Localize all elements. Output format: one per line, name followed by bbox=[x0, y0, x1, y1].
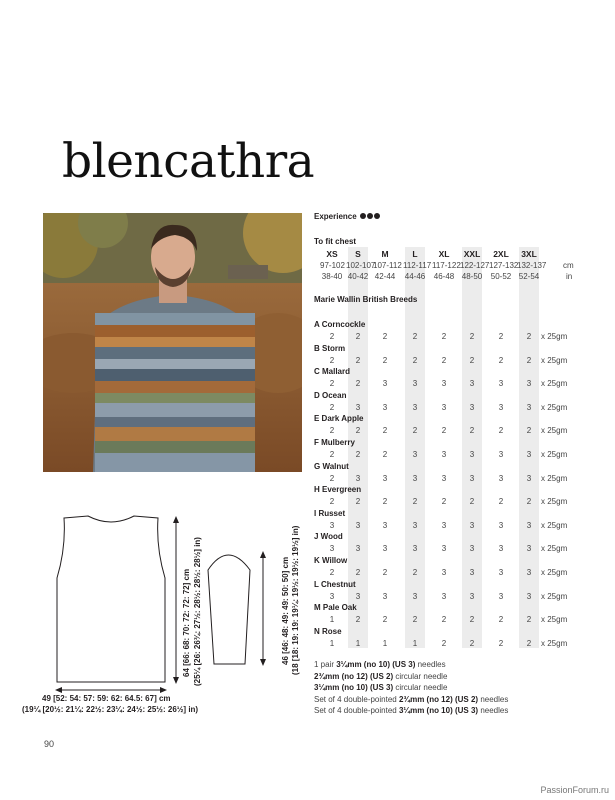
ball-unit: x 25gm bbox=[541, 544, 568, 554]
yarn-qty-cell: 3 bbox=[498, 402, 504, 412]
yarn-name: K Willow bbox=[314, 556, 348, 565]
yarn-qty-cell: 2 bbox=[355, 497, 361, 507]
yarn-qty-cell: 3 bbox=[526, 473, 532, 483]
yarn-qty-cell: 3 bbox=[526, 591, 532, 601]
yarn-name: M Pale Oak bbox=[314, 603, 357, 613]
yarn-qty-cell: 2 bbox=[469, 615, 475, 625]
yarn-qty-cell: 2 bbox=[441, 426, 447, 436]
yarn-qty-cell: 3 bbox=[382, 591, 388, 601]
yarn-qty-cell: 2 bbox=[469, 426, 475, 436]
ball-unit: x 25gm bbox=[541, 520, 568, 530]
yarn-name: G Walnut bbox=[314, 461, 349, 471]
yarn-qty-cell: 3 bbox=[355, 520, 361, 530]
yarn-qty-cell: 3 bbox=[526, 402, 532, 412]
yarn-qty-cell: 2 bbox=[469, 497, 475, 507]
yarn-qty-cell: 2 bbox=[412, 426, 418, 436]
yarn-qty-cell: 2 bbox=[329, 473, 335, 483]
yarn-qty-cell: 2 bbox=[498, 426, 504, 436]
needle-item: Set of 4 double-pointed 3¼mm (no 10) (US 3) needles bbox=[314, 706, 509, 715]
yarn-name: C Mallard bbox=[314, 367, 351, 377]
ball-unit: x 25gm bbox=[541, 473, 568, 483]
yarn-qty-cell: 2 bbox=[469, 332, 475, 341]
needle-item: 3¼mm (no 10) (US 3) circular needle bbox=[314, 683, 448, 692]
yarn-qty-cell: 2 bbox=[441, 497, 447, 507]
page-number: 90 bbox=[44, 739, 55, 749]
yarn-qty-cell: 2 bbox=[355, 450, 361, 459]
yarn-qty-cell: 3 bbox=[526, 568, 532, 577]
yarn-qty-cell: 3 bbox=[412, 402, 418, 412]
size-header: M bbox=[381, 249, 389, 259]
yarn-qty-cell: 3 bbox=[441, 591, 447, 601]
yarn-qty-cell: 2 bbox=[329, 450, 335, 459]
sleeve-length-cm: 46 [46: 48: 49: 49: 50: 50] cm bbox=[281, 556, 290, 665]
yarn-qty-cell: 3 bbox=[441, 402, 447, 412]
yarn-qty-cell: 3 bbox=[355, 473, 361, 483]
yarn-qty-cell: 3 bbox=[469, 473, 475, 483]
sleeve-length-in: (18 [18: 19: 19: 19¼: 19½: 19½: 19½] in) bbox=[291, 525, 300, 675]
width-in: (19¼ [20½: 21¼: 22½: 23¼: 24½: 25½: 26½] in) bbox=[22, 705, 199, 714]
yarn-qty-cell: 3 bbox=[526, 544, 532, 554]
yarn-qty-cell: 3 bbox=[441, 473, 447, 483]
yarn-name: D Ocean bbox=[314, 390, 347, 400]
yarn-name: J Wood bbox=[314, 532, 343, 542]
chest-in-cell: 38-40 bbox=[321, 272, 343, 281]
yarn-qty-cell: 2 bbox=[469, 355, 475, 365]
yarn-name: B Storm bbox=[314, 343, 346, 353]
yarn-qty-cell: 2 bbox=[526, 615, 532, 625]
chest-cm-cell: 127-132 bbox=[489, 261, 519, 270]
yarn-qty-cell: 3 bbox=[469, 520, 475, 530]
yarn-qty-cell: 3 bbox=[469, 568, 475, 577]
chest-in-cell: 48-50 bbox=[461, 272, 483, 281]
yarn-qty-cell: 3 bbox=[498, 591, 504, 601]
chest-cm-cell: 117-122 bbox=[432, 261, 461, 270]
yarn-qty-cell: 3 bbox=[469, 544, 475, 554]
yarn-name: A Corncockle bbox=[314, 320, 366, 329]
yarn-qty-cell: 3 bbox=[412, 520, 418, 530]
ball-unit: x 25gm bbox=[541, 638, 568, 648]
needle-item: 2¾mm (no 12) (US 2) circular needle bbox=[314, 671, 448, 681]
chest-cm-cell: 122-127 bbox=[460, 261, 490, 270]
yarn-qty-cell: 3 bbox=[469, 379, 475, 389]
yarn-qty-cell: 2 bbox=[469, 638, 475, 648]
yarn-qty-cell: 2 bbox=[412, 332, 418, 341]
yarn-qty-cell: 3 bbox=[382, 379, 388, 389]
experience-label: Experience bbox=[314, 212, 357, 221]
yarn-qty-cell: 2 bbox=[382, 497, 388, 507]
yarn-name: H Evergreen bbox=[314, 485, 362, 495]
yarn-qty-cell: 2 bbox=[355, 355, 361, 365]
sleeve-outline bbox=[208, 555, 250, 664]
chest-in-cell: 44-46 bbox=[404, 272, 426, 281]
yarn-name: N Rose bbox=[314, 626, 342, 636]
yarn-name: F Mulberry bbox=[314, 438, 355, 447]
yarn-label: Marie Wallin British Breeds bbox=[314, 295, 418, 304]
ball-unit: x 25gm bbox=[541, 355, 568, 365]
yarn-qty-cell: 3 bbox=[382, 402, 388, 412]
yarn-qty-cell: 2 bbox=[382, 568, 388, 577]
yarn-qty-cell: 2 bbox=[498, 355, 504, 365]
yarn-qty-cell: 3 bbox=[469, 402, 475, 412]
yarn-qty-cell: 3 bbox=[469, 591, 475, 601]
yarn-qty-cell: 3 bbox=[526, 379, 532, 389]
ball-unit: x 25gm bbox=[541, 615, 568, 625]
size-header: XL bbox=[438, 249, 450, 259]
yarn-qty-cell: 2 bbox=[355, 568, 361, 577]
yarn-qty-cell: 2 bbox=[329, 497, 335, 507]
unit-cm: cm bbox=[563, 261, 574, 270]
yarn-qty-cell: 3 bbox=[498, 450, 504, 459]
size-header: XS bbox=[326, 249, 338, 259]
page-title: blencathra bbox=[62, 134, 315, 189]
yarn-qty-cell: 2 bbox=[355, 379, 361, 389]
yarn-qty-cell: 3 bbox=[498, 379, 504, 389]
chest-cm-cell: 97-102 bbox=[320, 261, 345, 270]
yarn-qty-cell: 2 bbox=[412, 615, 418, 625]
yarn-qty-cell: 3 bbox=[412, 473, 418, 483]
yarn-qty-cell: 3 bbox=[498, 544, 504, 554]
chest-in-cell: 40-42 bbox=[347, 272, 369, 281]
to-fit-chest-label: To fit chest bbox=[314, 237, 357, 246]
size-header: 2XL bbox=[493, 249, 509, 259]
yarn-qty-cell: 1 bbox=[412, 638, 418, 648]
chest-cm-cell: 132-137 bbox=[517, 261, 547, 270]
yarn-qty-cell: 1 bbox=[329, 615, 335, 625]
yarn-qty-cell: 2 bbox=[441, 355, 447, 365]
yarn-qty-cell: 2 bbox=[412, 568, 418, 577]
yarn-qty-cell: 2 bbox=[329, 568, 335, 577]
yarn-qty-cell: 2 bbox=[526, 355, 532, 365]
yarn-qty-cell: 3 bbox=[382, 473, 388, 483]
yarn-qty-cell: 2 bbox=[355, 332, 361, 341]
yarn-qty-cell: 3 bbox=[441, 379, 447, 389]
chest-cm-cell: 112-117 bbox=[403, 261, 432, 270]
chest-cm-cell: 102-107 bbox=[346, 261, 376, 270]
body-outline bbox=[57, 516, 165, 682]
yarn-qty-cell: 2 bbox=[382, 450, 388, 459]
yarn-qty-cell: 3 bbox=[498, 520, 504, 530]
yarn-qty-cell: 3 bbox=[329, 591, 335, 601]
ball-unit: x 25gm bbox=[541, 497, 568, 507]
yarn-name: I Russet bbox=[314, 508, 346, 518]
yarn-qty-cell: 2 bbox=[498, 332, 504, 341]
chest-in-cell: 46-48 bbox=[433, 272, 455, 281]
yarn-name: L Chestnut bbox=[314, 579, 356, 589]
yarn-qty-cell: 2 bbox=[526, 497, 532, 507]
size-header: S bbox=[355, 249, 361, 259]
yarn-qty-cell: 2 bbox=[441, 615, 447, 625]
body-length-cm: 64 [66: 68: 70: 72: 72: 72] cm bbox=[182, 568, 191, 677]
yarn-qty-cell: 3 bbox=[498, 568, 504, 577]
yarn-qty-cell: 3 bbox=[329, 544, 335, 554]
yarn-qty-cell: 3 bbox=[526, 520, 532, 530]
yarn-qty-cell: 2 bbox=[441, 332, 447, 341]
yarn-qty-cell: 2 bbox=[441, 638, 447, 648]
yarn-qty-cell: 2 bbox=[382, 355, 388, 365]
ball-unit: x 25gm bbox=[541, 402, 568, 412]
body-length-in: (25¼ [26: 26¾: 27½: 28½: 28½: 28½] in) bbox=[193, 537, 202, 686]
yarn-qty-cell: 2 bbox=[412, 355, 418, 365]
yarn-qty-cell: 2 bbox=[382, 615, 388, 625]
yarn-qty-cell: 3 bbox=[382, 520, 388, 530]
yarn-qty-cell: 2 bbox=[382, 332, 388, 341]
ball-unit: x 25gm bbox=[541, 379, 568, 389]
yarn-qty-cell: 3 bbox=[412, 544, 418, 554]
chest-cm-cell: 107-112 bbox=[373, 261, 402, 270]
yarn-qty-cell: 3 bbox=[441, 568, 447, 577]
needle-item: 1 pair 3¼mm (no 10) (US 3) needles bbox=[314, 660, 446, 669]
yarn-qty-cell: 3 bbox=[355, 544, 361, 554]
yarn-qty-cell: 3 bbox=[412, 379, 418, 389]
yarn-qty-cell: 3 bbox=[498, 473, 504, 483]
unit-in: in bbox=[566, 272, 573, 281]
yarn-qty-cell: 2 bbox=[329, 379, 335, 389]
width-cm: 49 [52: 54: 57: 59: 62: 64.5: 67] cm bbox=[42, 694, 171, 703]
yarn-qty-cell: 2 bbox=[382, 426, 388, 436]
yarn-qty-cell: 2 bbox=[329, 332, 335, 341]
size-header: L bbox=[412, 249, 418, 259]
yarn-name: E Dark Apple bbox=[314, 414, 364, 424]
yarn-qty-cell: 2 bbox=[526, 638, 532, 648]
chest-in-cell: 50-52 bbox=[490, 272, 512, 281]
yarn-qty-cell: 2 bbox=[498, 615, 504, 625]
chest-in-cell: 42-44 bbox=[374, 272, 396, 281]
yarn-qty-cell: 1 bbox=[382, 638, 388, 648]
yarn-qty-cell: 2 bbox=[355, 426, 361, 436]
ball-unit: x 25gm bbox=[541, 568, 568, 577]
yarn-qty-cell: 3 bbox=[382, 544, 388, 554]
yarn-qty-cell: 3 bbox=[412, 591, 418, 601]
yarn-qty-cell: 2 bbox=[498, 638, 504, 648]
yarn-qty-cell: 3 bbox=[441, 450, 447, 459]
ball-unit: x 25gm bbox=[541, 591, 568, 601]
size-header: XXL bbox=[463, 249, 481, 259]
yarn-qty-cell: 1 bbox=[355, 638, 361, 648]
yarn-qty-cell: 3 bbox=[441, 520, 447, 530]
size-header: 3XL bbox=[521, 249, 537, 259]
yarn-qty-cell: 3 bbox=[329, 520, 335, 530]
yarn-qty-cell: 2 bbox=[526, 332, 532, 341]
yarn-qty-cell: 2 bbox=[412, 497, 418, 507]
yarn-qty-cell: 1 bbox=[329, 638, 335, 648]
chest-in-cell: 52-54 bbox=[518, 272, 540, 281]
ball-unit: x 25gm bbox=[541, 450, 568, 459]
yarn-qty-cell: 2 bbox=[329, 426, 335, 436]
yarn-qty-cell: 3 bbox=[441, 544, 447, 554]
yarn-qty-cell: 3 bbox=[355, 591, 361, 601]
yarn-qty-cell: 3 bbox=[469, 450, 475, 459]
yarn-qty-cell: 2 bbox=[329, 355, 335, 365]
yarn-qty-cell: 2 bbox=[355, 615, 361, 625]
watermark: PassionForum.ru bbox=[540, 785, 609, 795]
yarn-qty-cell: 2 bbox=[329, 402, 335, 412]
yarn-qty-cell: 2 bbox=[526, 426, 532, 436]
needle-item: Set of 4 double-pointed 2¾mm (no 12) (US 2) needles bbox=[314, 694, 509, 704]
yarn-qty-cell: 2 bbox=[498, 497, 504, 507]
yarn-qty-cell: 3 bbox=[412, 450, 418, 459]
yarn-qty-cell: 3 bbox=[355, 402, 361, 412]
yarn-qty-cell: 3 bbox=[526, 450, 532, 459]
ball-unit: x 25gm bbox=[541, 332, 568, 341]
ball-unit: x 25gm bbox=[541, 426, 568, 436]
